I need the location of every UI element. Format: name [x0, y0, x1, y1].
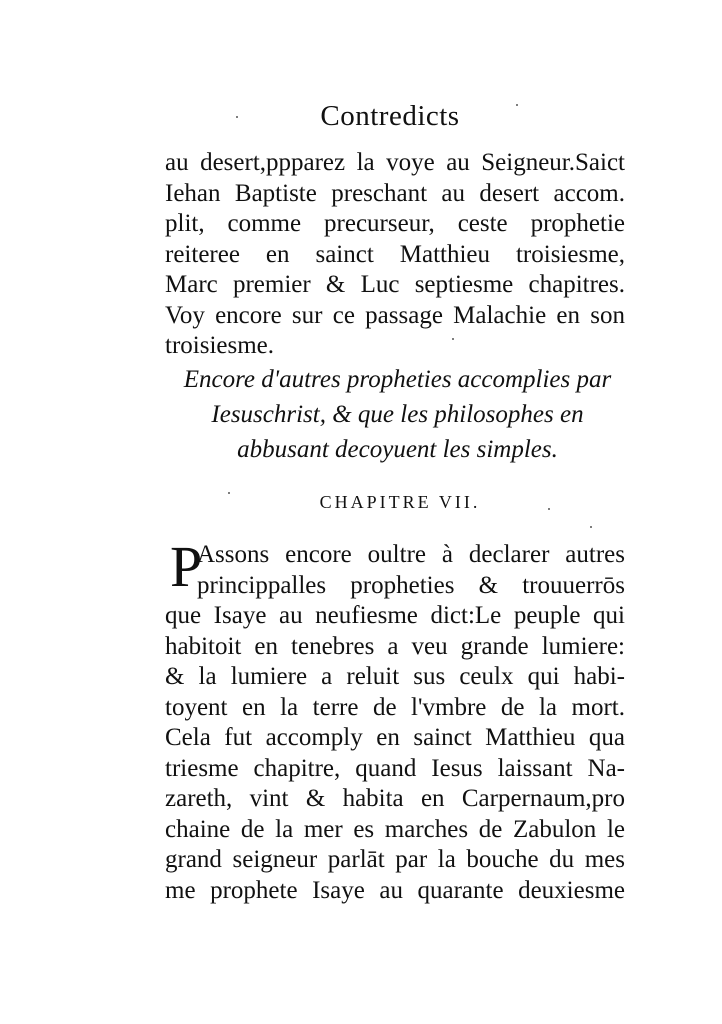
text-line: princippalles propheties & trouuerrōs	[197, 571, 625, 599]
chapter-subtitle	[170, 362, 625, 467]
text-line: reiteree en sainct Matthieu troisiesme,	[165, 240, 625, 268]
text-line: toyent en la terre de l'vmbre de la mort.	[165, 693, 625, 721]
scan-speck	[228, 492, 230, 494]
subtitle-line: abbusant decoyuent les simples.	[237, 436, 558, 463]
text-line: & la lumiere a reluit sus ceulx qui habi-	[165, 663, 625, 690]
text-line: triesme chapitre, quand Iesus laissant Na-	[165, 754, 625, 782]
chapter-heading: CHAPITRE VII.	[319, 492, 481, 512]
text-line: zareth, vint & habita en Carpernaum,pro	[165, 785, 625, 812]
text-line: Voy encore sur ce passage Malachie en son	[165, 301, 625, 329]
scan-speck	[452, 338, 454, 340]
chapter-paragraph	[165, 534, 625, 906]
subtitle-line: Iesuschrist, & que les philosophes en	[211, 401, 584, 428]
text-line: que Isaye au neufiesme dict:Le peuple qui	[165, 602, 625, 629]
text-line: Iehan Baptiste preschant au desert accom.	[165, 179, 625, 207]
scan-speck	[516, 104, 518, 106]
text-line: Assons encore oultre à declarer autres	[197, 541, 625, 568]
text-line: me prophete Isaye au quarante deuxiesme	[165, 876, 625, 904]
text-line: au desert,ppparez la voye au Seigneur.Saict	[165, 149, 625, 176]
drop-cap-initial: P	[170, 534, 203, 599]
text-line: chaine de la mer es marches de Zabulon le	[165, 815, 625, 843]
text-line: habitoit en tenebres a veu grande lumiere:	[165, 632, 625, 660]
text-line: Marc premier & Luc septiesme chapitres.	[165, 271, 625, 298]
text-line: Cela fut accomply en sainct Matthieu qua	[165, 724, 625, 751]
scan-speck	[548, 508, 550, 510]
running-head: Contredicts	[320, 100, 460, 132]
scan-speck	[590, 526, 592, 528]
subtitle-line: Encore d'autres propheties accomplies par	[183, 366, 612, 393]
text-line: troisiesme.	[165, 332, 275, 359]
scan-speck	[236, 116, 238, 118]
text-line: grand seigneur parlāt par la bouche du mes	[165, 846, 625, 873]
top-paragraph	[165, 148, 625, 362]
text-line: plit, comme precurseur, ceste prophetie	[165, 210, 625, 237]
